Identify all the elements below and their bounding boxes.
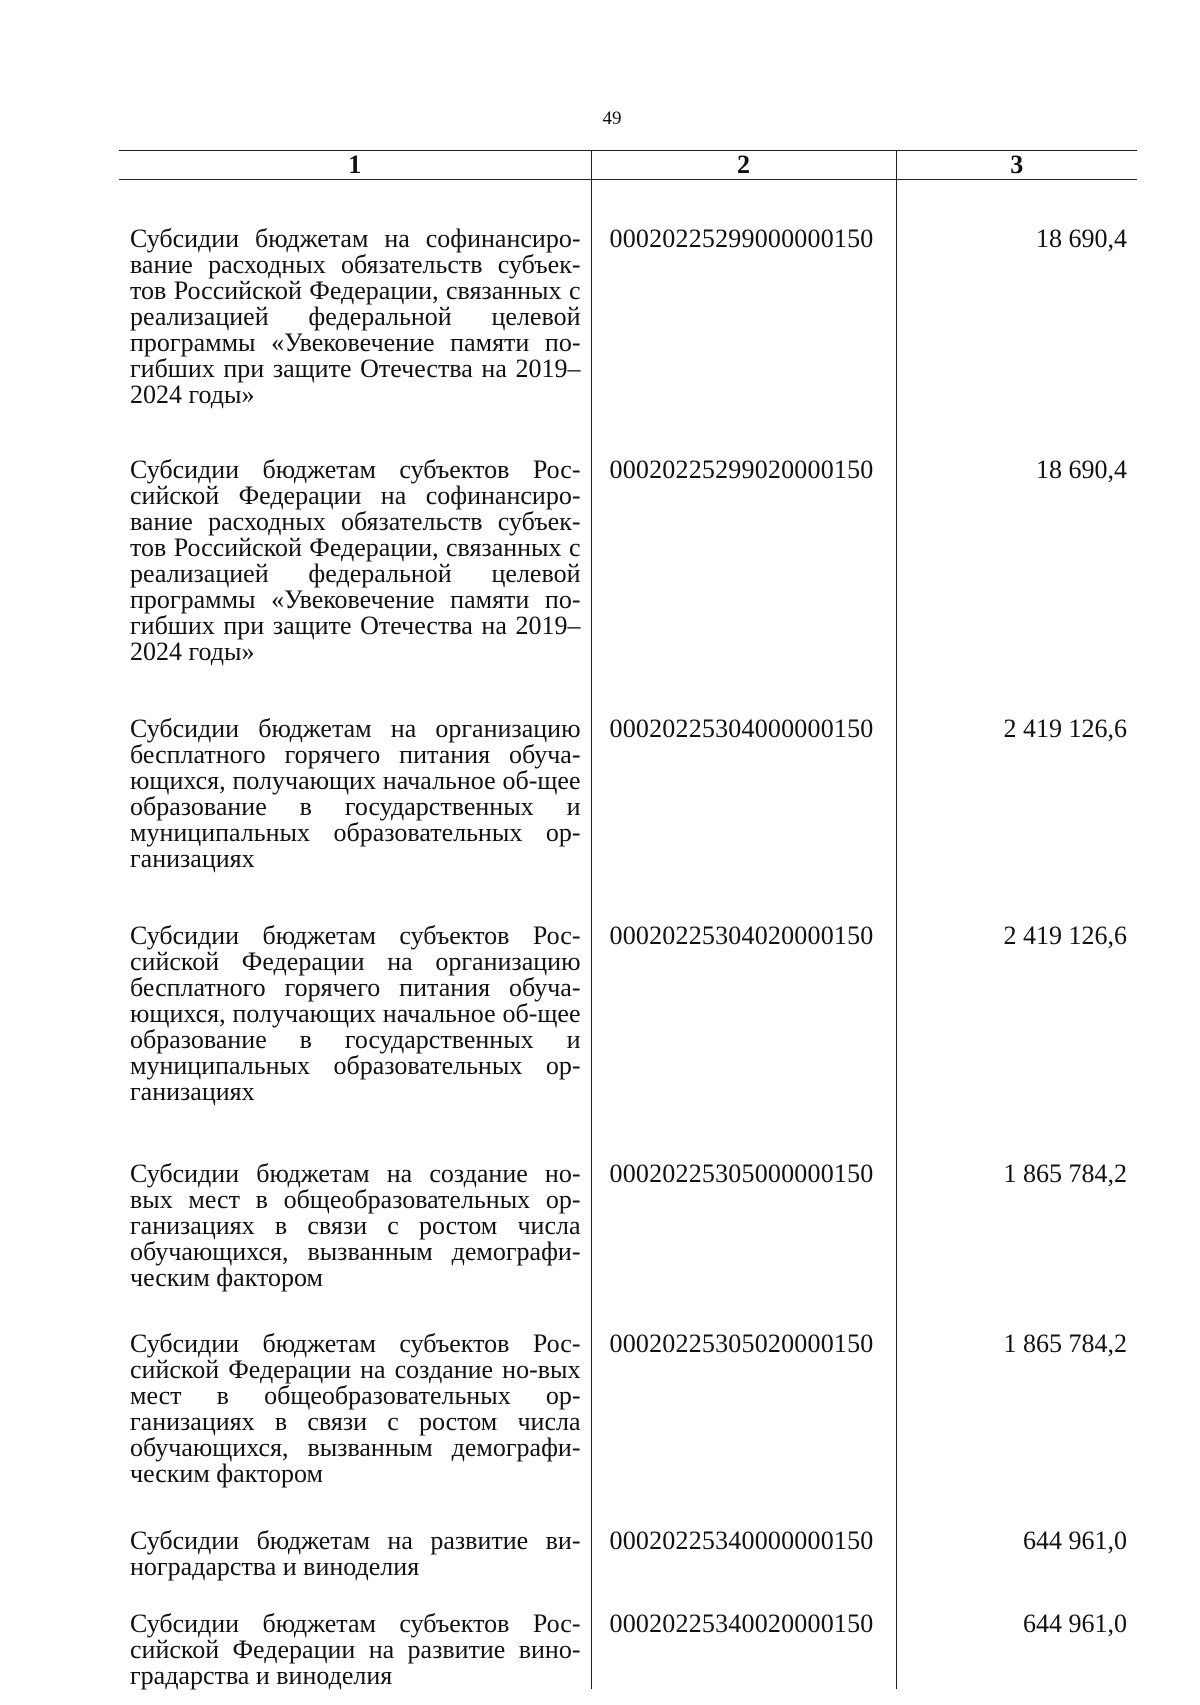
- row-description: Субсидии бюджетам субъектов Рос-сийской Федерации на развитие вино-градарства и виноделия: [130, 1609, 581, 1690]
- row-amount: 644 961,0: [896, 1487, 1137, 1580]
- table-row: [119, 1580, 1137, 1689]
- page-number: 49: [602, 108, 622, 129]
- table-row: [119, 872, 1137, 1105]
- table-row: [119, 1105, 1137, 1291]
- header-row: [119, 151, 1137, 180]
- column-header-3: 3: [896, 151, 1137, 180]
- column-header-2: 2: [591, 151, 896, 180]
- row-description: Субсидии бюджетам на создание но-вых мест в общеобразовательных ор-ганизациях в связи с ростом числа обучающихся, вызванным демографи-ческим фактором: [130, 1159, 581, 1292]
- row-code: 00020225304000000150: [591, 665, 896, 872]
- row-amount: 1 865 784,2: [896, 1105, 1137, 1291]
- row-description: Субсидии бюджетам на организацию бесплатного горячего питания обуча-ющихся, получающих начальное об-щее образование в государственных и муниципальных образовательных ор-ганизациях: [130, 714, 581, 873]
- budget-table: [119, 150, 1137, 1689]
- table-body: [119, 180, 1137, 1690]
- table-row: [119, 1487, 1137, 1580]
- row-code: 00020225305020000150: [591, 1291, 896, 1487]
- row-code: 00020225305000000150: [591, 1105, 896, 1291]
- row-amount: 18 690,4: [896, 408, 1137, 665]
- table-row: [119, 180, 1137, 409]
- table-row: [119, 665, 1137, 872]
- column-header-1: 1: [119, 151, 591, 180]
- row-amount: 644 961,0: [896, 1580, 1137, 1689]
- row-code: 00020225299020000150: [591, 408, 896, 665]
- row-description: Субсидии бюджетам субъектов Рос-сийской Федерации на софинансиро-вание расходных обязательств субъек-тов Российской Федерации, связанных с реализацией федеральной целевой программы «Увековечение памяти по-гибших при защите Отечества на 2019–2024 годы»: [130, 455, 581, 666]
- table-row: [119, 1291, 1137, 1487]
- row-code: 00020225340000000150: [591, 1487, 896, 1580]
- row-code: 00020225304020000150: [591, 872, 896, 1105]
- row-amount: 2 419 126,6: [896, 665, 1137, 872]
- row-description: Субсидии бюджетам на развитие ви-ноградарства и виноделия: [130, 1526, 581, 1581]
- row-description: Субсидии бюджетам на софинансиро-вание расходных обязательств субъек-тов Российской Федерации, связанных с реализацией федеральной целевой программы «Увековечение памяти по-гибших при защите Отечества на 2019–2024 годы»: [130, 224, 581, 409]
- row-description: Субсидии бюджетам субъектов Рос-сийской Федерации на создание но-вых мест в общеобразовательных ор-ганизациях в связи с ростом числа обучающихся, вызванным демографи-ческим фактором: [130, 1329, 581, 1488]
- row-amount: 2 419 126,6: [896, 872, 1137, 1105]
- table-header: [119, 151, 1137, 180]
- row-amount: 1 865 784,2: [896, 1291, 1137, 1487]
- row-description: Субсидии бюджетам субъектов Рос-сийской Федерации на организацию бесплатного горячего питания обуча-ющихся, получающих начальное об-щее образование в государственных и муниципальных образовательных ор-ганизациях: [130, 921, 581, 1106]
- row-amount: 18 690,4: [896, 180, 1137, 409]
- row-code: 00020225299000000150: [591, 180, 896, 409]
- table-row: [119, 408, 1137, 665]
- row-code: 00020225340020000150: [591, 1580, 896, 1689]
